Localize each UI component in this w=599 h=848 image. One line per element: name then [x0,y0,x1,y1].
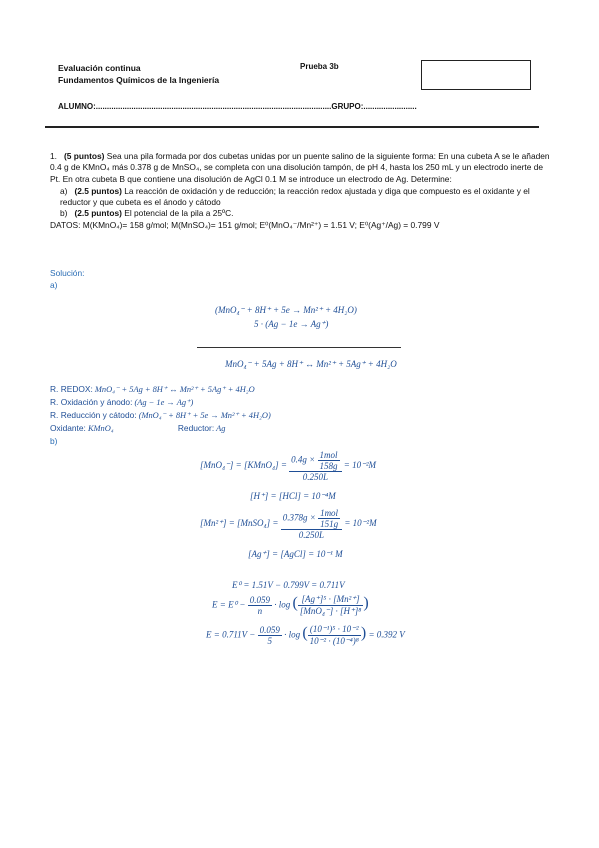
solution-part-b: b) [50,436,58,446]
overall-reaction: MnO₄⁻ + 5Ag + 8H⁺ ↔ Mn²⁺ + 5Ag⁺ + 4H₂O [225,359,397,369]
num-mass: 0.378g × [282,512,316,523]
nernst-log: · log [274,599,291,610]
course-title: Fundamentos Químicos de la Ingeniería [58,75,220,85]
nernst-equation: E = E⁰ − $\frac{0.059}{n}$ · log ( $\frac{\text{[Ag⁺]⁵ · [Mn²⁺]}}{\text{[MnO₄⁻] · [H⁺]⁸}}$ ) [212,594,369,616]
oxidant-value: KMnO₄ [87,424,114,433]
final-factor-num: 0.059 [259,625,280,635]
test-label: Prueba 3b [300,62,339,71]
question-points: (5 puntos) [63,151,105,161]
question-1 [50,151,550,231]
conc-mno4-rhs: = 10⁻²M [343,460,377,471]
part-b-label: b) [60,208,68,219]
num-mass: 0.4g × [291,454,316,465]
reductant-value: Ag [216,424,226,433]
half-reaction-reduction: (MnO₄⁻ + 8H⁺ + 5e → Mn²⁺ + 4H₂O) [215,305,357,315]
question-text: Sea una pila formada por dos cubetas unidas por un puente salino de la siguiente forma: En una cubeta A se le añaden 0.4 g de KMnO₄ más 0.378 g de MnSO₄, se completa con una disolución tampón, de pH 4, hasta los 250 mL y un electrodo inerte de Pt. En otra cubeta B que contiene una disolución de AgCl 0.1 M se introduce un electrodo de Ag. Determine: [50,151,550,184]
nernst-quotient-den: [MnO₄⁻] · [H⁺]⁸ [299,606,362,616]
conc-ag: [Ag⁺] = [AgCl] = 10⁻¹ M [248,549,343,559]
mol-unit: 1mol [320,508,339,518]
final-result: = 0.392 V [368,629,405,640]
oxidation-line [50,397,193,407]
nernst-factor-num: 0.059 [249,595,270,605]
conc-mn-rhs: = 10⁻²M [344,518,377,529]
part-a-points: (2.5 puntos) [74,185,122,196]
redox-label: R. REDOX: [50,384,93,394]
final-log: · log [284,629,301,640]
oxidation-label: R. Oxidación y ánodo: [50,397,133,407]
part-a-text: La reacción de oxidación y de reducción; la reacción redox ajustada y diga que compuesto es el oxidante y el reductor y que cubeta es el ánodo y cátodo [60,185,530,208]
nernst-quotient [298,594,364,617]
conc-h: [H⁺] = [HCl] = 10⁻⁴M [250,491,336,501]
part-a-label: a) [60,185,68,196]
evaluation-title: Evaluación continua [58,63,141,73]
conc-mn-denominator: 0.250L [298,530,325,540]
oxidant-reductant-line [50,423,225,433]
half-reaction-oxidation: 5 · (Ag − 1e → Ag⁺) [254,319,329,329]
conc-mno4-lhs: [MnO₄⁻] = [KMnO₄] = [200,460,287,471]
course-header [58,62,219,86]
solution-title: Solución: [50,268,85,278]
conc-mn [200,508,377,540]
reduction-label: R. Reducción y cátodo: [50,410,137,420]
nernst-lhs: E = E⁰ − [212,599,246,610]
nernst-factor-den: n [257,606,263,616]
redox-equation: MnO₄⁻ + 5Ag + 8H⁺ ↔ Mn²⁺ + 5Ag⁺ + 4H₂O [94,385,255,394]
final-quotient-den: 10⁻² · (10⁻⁴)⁸ [309,636,359,646]
conc-mno4-fraction [289,450,341,482]
mass-unit: 158g [319,461,338,471]
final-lhs: E = 0.711V − [206,629,256,640]
final-quotient-num: (10⁻¹)⁵ · 10⁻² [308,624,361,636]
final-quotient [308,624,361,647]
standard-potential: E⁰ = 1.51V − 0.799V = 0.711V [232,580,345,590]
mass-unit: 151g [320,519,339,529]
conc-mn-lhs: [Mn²⁺] = [MnSO₄] = [200,518,279,529]
nernst-factor [248,595,272,616]
grade-box [421,60,531,90]
student-group-line: ALUMNO:..........................................................................................................GRUPO:........................ [58,102,417,111]
conc-mn-fraction [281,508,342,540]
final-factor [258,625,282,646]
final-factor-den: 5 [267,636,272,646]
reduction-line [50,410,271,420]
final-potential: E = 0.711V − $\frac{0.059}{5}$ · log ( $\frac{\text{(10⁻¹)⁵ · 10⁻²}}{\text{10⁻² · (10⁻⁴)⁸}}$ ) = 0.392 V [206,624,405,646]
redox-line [50,384,255,394]
question-number: 1. [50,151,57,161]
conc-mn-numerator [281,508,342,530]
molar-fraction [318,450,340,471]
conc-mno4 [200,450,376,482]
oxidation-equation: (Ag − 1e → Ag⁺) [134,398,194,407]
conc-mno4-numerator [289,450,341,472]
data-line: DATOS: M(KMnO₄)= 158 g/mol; M(MnSO₄)= 151 g/mol; E⁰(MnO₄⁻/Mn²⁺) = 1.51 V; E⁰(Ag⁺/Ag) = 0.799 V [50,219,440,230]
part-b-points: (2.5 puntos) [74,208,122,219]
solution-part-a: a) [50,280,58,290]
reduction-equation: (MnO₄⁻ + 8H⁺ + 5e → Mn²⁺ + 4H₂O) [138,411,271,420]
header-divider [45,126,539,128]
nernst-quotient-num: [Ag⁺]⁵ · [Mn²⁺] [298,594,364,606]
mol-unit: 1mol [319,450,338,460]
molar-fraction [318,508,340,529]
sum-line [197,347,401,348]
part-b-text: El potencial de la pila a 25ºC. [124,208,234,219]
conc-mno4-denominator: 0.250L [302,472,328,482]
oxidant-label: Oxidante: [50,423,86,433]
reductant-label: Reductor: [177,423,215,433]
